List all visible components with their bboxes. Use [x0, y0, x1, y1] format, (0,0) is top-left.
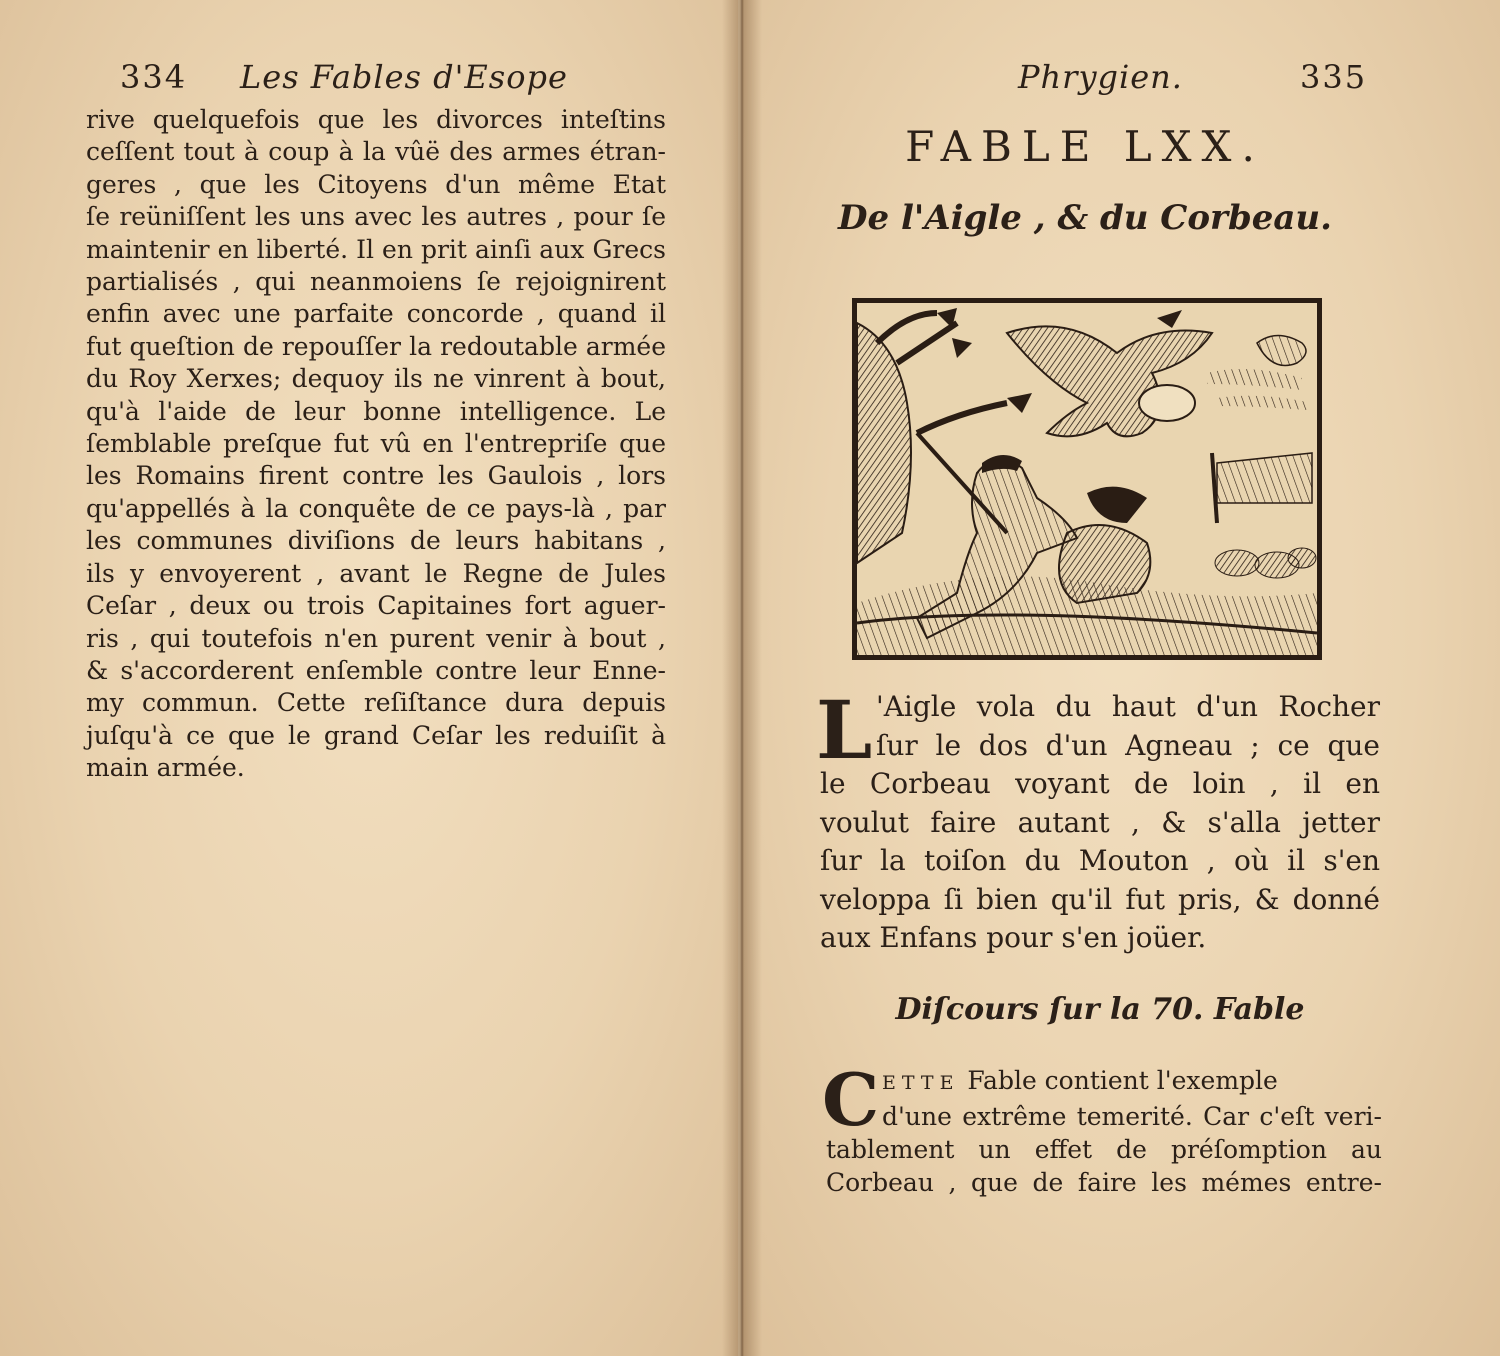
fable-text: [816, 683, 1380, 958]
text-line: voulut faire autant , & s'alla jetter: [820, 805, 1380, 839]
text-line: ſe reüniſſent les uns avec les autres , pour ſe: [86, 202, 666, 232]
text-line: geres , que les Citoyens d'un même Etat: [86, 169, 666, 199]
text-line: 'Aigle vola du haut d'un Rocher: [876, 690, 1380, 723]
text-line: [826, 1064, 1382, 1100]
left-page: [0, 0, 738, 1356]
text-line: tablement un effet de préſomption au: [826, 1135, 1382, 1164]
text-line: ſur la toiſon du Mouton , où il s'en: [820, 844, 1380, 877]
dropcap-c: C: [822, 1057, 880, 1142]
discours-text: [822, 1057, 1382, 1199]
discours-heading: Diſcours ſur la 70. Fable: [895, 992, 1305, 1027]
text-line: ſemblable preſque fut vû en l'entrepriſe que: [86, 429, 666, 459]
text-line: ils y envoyerent , avant le Regne de Jules: [86, 558, 666, 588]
text-line: les communes diviſions de leurs habitans ,: [86, 526, 666, 556]
text-line: qu'à l'aide de leur bonne intelligence. Le: [86, 396, 666, 426]
text-line: du Roy Xerxes; dequoy ils ne vinrent à bout,: [86, 364, 666, 394]
text-line: ſur le dos d'un Agneau ; ce que: [876, 728, 1380, 762]
text-line: d'une extrême temerité. Car c'eſt veri-: [882, 1102, 1382, 1131]
text-line: qu'appellés à la conquête de ce pays-là , par: [86, 493, 666, 523]
dropcap-l: L: [816, 683, 873, 777]
fable-subtitle: De l'Aigle , & du Corbeau.: [838, 198, 1332, 238]
text-line: & s'accorderent enſemble contre leur Enne-: [86, 655, 666, 685]
text-line: fut queſtion de repouſſer la redoutable armée: [86, 331, 666, 361]
left-body-text: [86, 104, 666, 785]
text-line: main armée.: [86, 753, 245, 783]
text-line: enfin avec une parfaite concorde , quand il: [86, 299, 666, 329]
text-line: ceſſent tout à coup à la vûë des armes étran-: [86, 137, 666, 167]
fable-title: FABLE LXX.: [905, 122, 1265, 171]
text-line: Ceſar , deux ou trois Capitaines fort aguer-: [86, 591, 666, 621]
left-running-head: Les Fables d'Esope: [240, 58, 568, 96]
right-running-head: Phrygien.: [1018, 58, 1183, 96]
line-rest: Fable contient l'exemple: [959, 1066, 1278, 1095]
right-page-number: 335: [1300, 58, 1368, 96]
text-line: maintenir en liberté. Il en prit ainſi aux Grecs: [86, 234, 666, 264]
text-line: Corbeau , que de faire les mémes entre-: [826, 1168, 1382, 1197]
text-line: ris , qui toutefois n'en purent venir à bout ,: [86, 623, 666, 653]
text-line: veloppa ſi bien qu'il fut pris, & donné: [820, 882, 1380, 916]
woodcut-illustration: [852, 298, 1322, 660]
left-page-number: 334: [120, 58, 188, 96]
text-line: partialisés , qui neanmoiens ſe rejoignirent: [86, 267, 666, 297]
text-line: juſqu'à ce que le grand Ceſar les reduiſit à: [86, 720, 666, 750]
text-line: aux Enfans pour s'en joüer.: [820, 921, 1207, 954]
text-line: my commun. Cette reſiſtance dura depuis: [86, 688, 666, 718]
woodcut-drawing: [857, 303, 1317, 655]
text-line: les Romains firent contre les Gaulois , lors: [86, 461, 666, 491]
smallcaps-word: ETTE: [882, 1072, 960, 1094]
text-line: rive quelquefois que les divorces inteſtins: [86, 105, 666, 134]
text-line: le Corbeau voyant de loin , il en: [820, 767, 1380, 800]
book-gutter: [722, 0, 762, 1356]
